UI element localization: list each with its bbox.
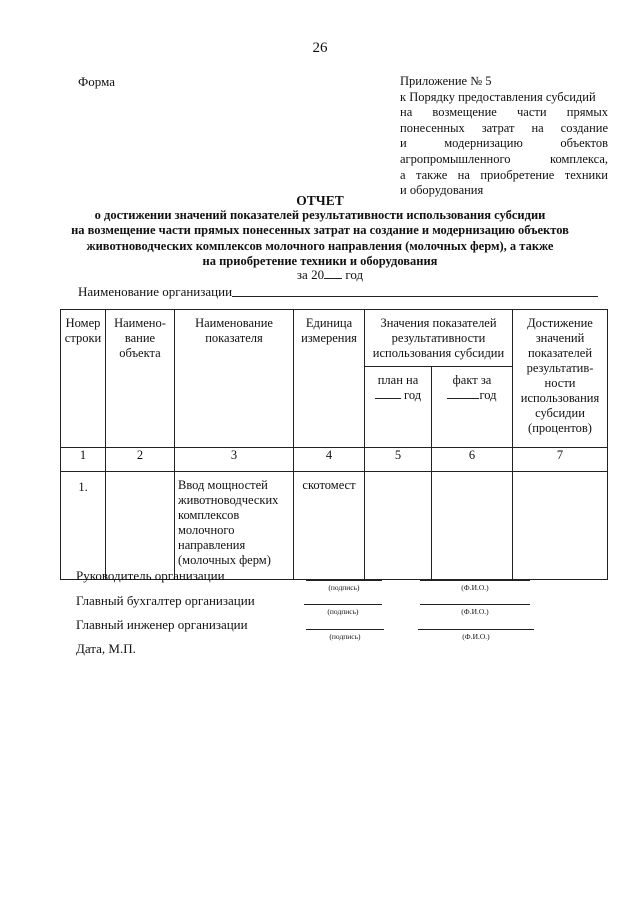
plan-prefix: план на	[377, 373, 419, 387]
appendix-block	[400, 74, 608, 199]
signature-role-director: Руководитель организации	[76, 568, 225, 583]
signature-role-accountant: Главный бухгалтер организации	[76, 593, 255, 608]
engineer-signature-line[interactable]	[306, 629, 384, 630]
period-suffix: год	[345, 267, 364, 282]
table-header-row	[61, 310, 608, 367]
report-title-line: на приобретение техники и оборудования	[202, 253, 438, 268]
unit-cell: скотомест	[294, 472, 365, 580]
report-heading: ОТЧЕТ	[296, 193, 344, 208]
appendix-line: и модернизацию объектов	[400, 136, 608, 151]
accountant-signature-line[interactable]	[304, 604, 382, 605]
appendix-line: агропромышленного комплекса,	[400, 151, 608, 166]
report-period	[0, 267, 640, 283]
report-title	[40, 193, 600, 269]
header-achievement: Достижение значений показателей результатив-ности использования субсидии (процентов)	[513, 310, 608, 448]
column-number: 5	[365, 448, 432, 472]
appendix-line: и оборудования	[400, 183, 484, 198]
column-number: 4	[294, 448, 365, 472]
header-unit: Единица измерения	[294, 310, 365, 448]
engineer-name-caption: (Ф.И.О.)	[462, 632, 490, 641]
header-fact	[432, 367, 513, 448]
year-blank[interactable]	[324, 278, 342, 279]
director-name-line[interactable]	[420, 580, 530, 581]
indicator-cell: Ввод мощностей животноводческих комплексов молочного направления (молочных ферм)	[175, 472, 294, 580]
organization-label: Наименование организации	[78, 284, 233, 299]
report-title-line: о достижении значений показателей результативности использования субсидии	[94, 208, 546, 223]
column-number: 2	[106, 448, 175, 472]
header-values-group: Значения показателей результативности использования субсидии	[365, 310, 513, 367]
report-title-line: животноводческих комплексов молочного направления (молочных ферм), а также	[86, 238, 554, 253]
fact-prefix: факт за	[452, 373, 492, 387]
organization-name-field[interactable]	[232, 296, 598, 297]
appendix-line: к Порядку предоставления субсидий	[400, 89, 596, 104]
column-number-row	[61, 448, 608, 472]
column-number: 1	[61, 448, 106, 472]
report-title-line: на возмещение части прямых понесенных затрат на создание и модернизацию объектов	[71, 223, 569, 238]
plan-year-blank[interactable]	[375, 398, 401, 399]
appendix-line: понесенных затрат на создание	[400, 120, 608, 135]
achievement-cell[interactable]	[513, 472, 608, 580]
signature-role-engineer: Главный инженер организации	[76, 617, 248, 632]
fact-value-cell[interactable]	[432, 472, 513, 580]
plan-value-cell[interactable]	[365, 472, 432, 580]
column-number: 6	[432, 448, 513, 472]
accountant-name-caption: (Ф.И.О.)	[461, 607, 489, 616]
appendix-line: а также на приобретение техники	[400, 167, 608, 182]
column-number: 3	[175, 448, 294, 472]
page-number: 26	[312, 40, 328, 56]
header-plan	[365, 367, 432, 448]
director-signature-line[interactable]	[306, 580, 382, 581]
table-row	[61, 472, 608, 580]
engineer-signature-caption: (подпись)	[329, 632, 361, 641]
row-number-cell: 1.	[61, 472, 106, 580]
plan-suffix: год	[404, 388, 422, 402]
engineer-name-line[interactable]	[418, 629, 534, 630]
header-object-name: Наимено-вание объекта	[106, 310, 175, 448]
accountant-name-line[interactable]	[420, 604, 530, 605]
period-prefix: за 20	[296, 267, 325, 282]
header-indicator-name: Наименование показателя	[175, 310, 294, 448]
date-stamp-label: Дата, М.П.	[76, 641, 136, 656]
header-row-number: Номер строки	[61, 310, 106, 448]
director-name-caption: (Ф.И.О.)	[461, 583, 489, 592]
accountant-signature-caption: (подпись)	[327, 607, 359, 616]
object-cell[interactable]	[106, 472, 175, 580]
director-signature-caption: (подпись)	[328, 583, 360, 592]
column-number: 7	[513, 448, 608, 472]
form-label: Форма	[78, 74, 115, 89]
fact-year-blank[interactable]	[447, 398, 479, 399]
appendix-line: на возмещение части прямых	[400, 105, 608, 120]
report-table	[60, 309, 608, 580]
appendix-title: Приложение № 5	[400, 74, 492, 88]
fact-suffix: год	[479, 388, 497, 402]
